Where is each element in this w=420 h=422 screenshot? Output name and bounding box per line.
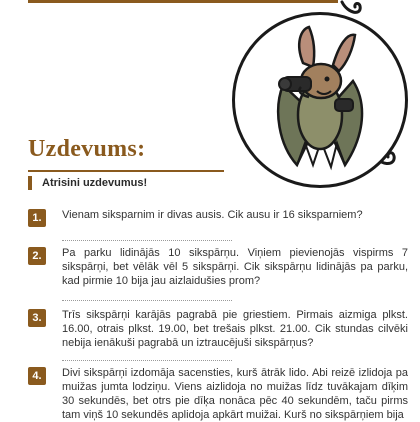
task-number: 4.	[28, 367, 46, 385]
top-divider	[28, 0, 338, 3]
page-title: Uzdevums:	[28, 136, 146, 162]
task-item-4	[28, 366, 408, 422]
instruction-row	[28, 176, 147, 190]
task-text: Divi sikspārņi izdomāja sacensties, kurš ātrāk lido. Abi reizē izlidoja pa muižas jumta lodziņu. Viens aizlidoja no muižas līdz tuvākajam dīķim 30 sekundēs, bet otrs pie dīķa nonāca pēc 40 sekundēm, taču pirms tam viņš 10 sekundēs aplidoja apkārt muižai. Kurš no sikspārņiem bija	[62, 367, 408, 421]
task-number: 1.	[28, 209, 46, 227]
task-item-3	[28, 308, 408, 350]
title-underline	[28, 170, 224, 172]
bat-icon	[235, 15, 405, 185]
answer-line[interactable]	[62, 300, 232, 301]
task-number: 3.	[28, 309, 46, 327]
task-text: Trīs sikspārņi karājās pagrabā pie griestiem. Pirmais aizmiga plkst. 16.00, otrais plkst. 19.00, bet trešais plkst. 21.00. Cik stundas cilvēki nebija ienākuši pagrabā un iztraucējuši sikspārņus?	[62, 309, 408, 349]
bat-illustration	[232, 12, 408, 188]
instruction-marker	[28, 176, 32, 190]
task-number: 2.	[28, 247, 46, 265]
task-text: Pa parku lidinājās 10 sikspārņu. Viņiem pievienojās vispirms 7 sikspārņi, bet vēlāk vēl 5 sikspārņi. Cik sikspārņu lidinājās pa parku, kad pirmie 10 bija jau aizlaidušies prom?	[62, 247, 408, 287]
task-item-1	[28, 208, 408, 227]
instruction-text: Atrisini uzdevumus!	[42, 177, 148, 189]
answer-line[interactable]	[62, 360, 232, 361]
task-text: Vienam siksparnim ir divas ausis. Cik ausu ir 16 siksparniem?	[62, 209, 363, 221]
answer-line[interactable]	[62, 240, 232, 241]
task-item-2	[28, 246, 408, 288]
